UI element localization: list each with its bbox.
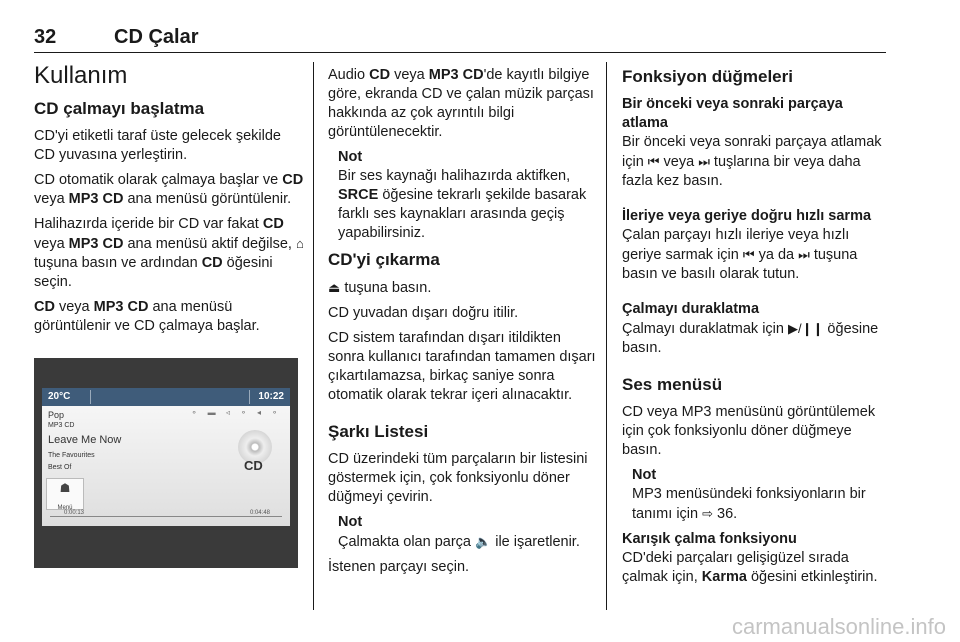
note-playing — [338, 513, 596, 552]
paragraph-fast-forward: Çalan parçayı hızlı ileriye veya hızlı geriye sarmak için ⏮ ya da ⏭ tuşuna basın ve basılı olarak tutun. — [622, 227, 858, 282]
play-pause-icon: ▶/❙❙ — [788, 321, 824, 336]
paragraph-select-track: İstenen parçayı seçin. — [328, 559, 470, 575]
subheading-track-list: Şarkı Listesi — [328, 422, 429, 441]
subheading-function-buttons: Fonksiyon düğmeleri — [622, 67, 793, 86]
source-label: MP3 CD — [48, 422, 75, 429]
watermark-url: carmanualsonline.info — [731, 614, 946, 639]
subheading-fast-forward: İleriye veya geriye doğru hızlı sarma — [622, 208, 872, 224]
status-divider — [249, 390, 250, 404]
column-divider — [313, 62, 314, 610]
paragraph-info: Audio CD veya MP3 CD'de kayıtlı bilgiye göre, ekranda CD ve çalan müzik parçası hakkında az çok ayrıntılı bilgi görüntülenecektir. — [328, 67, 594, 140]
progress-bar — [50, 516, 282, 517]
paragraph-eject-retract: CD sistem tarafından dışarı itildikten sonra kullanıcı tarafından tamamen dışarı çıkartılamazsa, birkaç saniye sonra otomatik olarak tekrar içeri alınacaktır. — [328, 330, 596, 403]
page-number: 32 — [34, 26, 57, 48]
paragraph-track-list: CD üzerindeki tüm parçaların bir listesini göstermek için, çok fonksiyonlu döner düğmeyi çevirin. — [328, 451, 588, 505]
home-icon: ⌂ — [295, 236, 304, 251]
track-title: Leave Me Now — [48, 434, 122, 446]
status-bar — [42, 388, 290, 406]
clock: 10:22 — [258, 391, 284, 402]
note-text: MP3 menüsündeki fonksiyonların bir tanımı için ⇨ 36. — [632, 486, 866, 522]
cd-screen-photo — [34, 358, 298, 568]
column-3 — [622, 66, 888, 593]
note-label: Not — [632, 467, 657, 483]
paragraph-skip: Bir önceki veya sonraki parçaya atlamak için ⏮ veya ⏭ tuşlarına bir veya daha fazla kez basın. — [622, 134, 882, 189]
section-heading: Kullanım — [34, 62, 128, 89]
eject-icon: ⏏ — [328, 280, 341, 295]
next-track-icon: ⏭ — [698, 154, 710, 169]
cd-label: CD — [244, 458, 263, 473]
paragraph-already-inserted: Halihazırda içeride bir CD var fakat CD veya MP3 CD ana menüsü aktif değilse, ⌂ tuşuna basın ve ardından CD öğesini seçin. — [34, 216, 304, 290]
page-reference-icon: ⇨ — [702, 506, 714, 521]
note-mp3 — [632, 466, 888, 524]
total-time: 0:04:48 — [249, 510, 270, 516]
column-divider — [606, 62, 607, 610]
album: Best Of — [48, 464, 72, 471]
paragraph-pause: Çalmayı duraklatmak için ▶/❙❙ öğesine basın. — [622, 321, 879, 356]
paragraph-eject-out: CD yuvadan dışarı doğru itilir. — [328, 305, 519, 321]
paragraph-shuffle: CD'deki parçaları gelişigüzel sırada çalmak için, Karma öğesini etkinleştirin. — [622, 550, 878, 585]
menu-label: Menü — [57, 505, 73, 511]
previous-track-icon: ⏮ — [647, 154, 660, 169]
subheading-sound-menu: Ses menüsü — [622, 375, 723, 394]
genre: Pop — [48, 410, 65, 420]
display-area — [42, 406, 290, 526]
column-2 — [328, 66, 596, 583]
column-1 — [34, 62, 304, 342]
temperature: 20°C — [48, 391, 71, 402]
menu-icon: ☗ — [59, 481, 71, 495]
elapsed-time: 0:00:13 — [64, 510, 85, 516]
subheading-eject: CD'yi çıkarma — [328, 250, 440, 269]
status-icons: ⚬ ▬ ◃ ⚬ ◂ ⚬ — [190, 408, 282, 417]
page-header — [34, 26, 886, 53]
subheading-shuffle: Karışık çalma fonksiyonu — [622, 531, 797, 547]
note-label: Not — [338, 149, 363, 165]
note-text: Bir ses kaynağı halihazırda aktifken, SRCE öğesine tekrarlı şekilde basarak farklı ses kaynakları arasında geçiş yapabilirsiniz. — [338, 168, 587, 241]
page-title: CD Çalar — [114, 26, 199, 48]
previous-track-icon: ⏮ — [742, 247, 755, 262]
note-text: Çalmakta olan parça 🔈 ile işaretlenir. — [338, 534, 580, 550]
paragraph-main-menu: CD veya MP3 CD ana menüsü görüntülenir ve CD çalmaya başlar. — [34, 299, 260, 334]
subheading-skip: Bir önceki veya sonraki parçaya atlama — [622, 96, 843, 131]
menu-button — [46, 478, 84, 510]
next-track-icon: ⏭ — [798, 247, 810, 262]
subheading-pause: Çalmayı duraklatma — [622, 301, 760, 317]
note-source — [338, 148, 596, 243]
subheading-start-cd: CD çalmayı başlatma — [34, 99, 205, 118]
paragraph-autoplay: CD otomatik olarak çalmaya başlar ve CD veya MP3 CD ana menüsü görüntülenir. — [34, 172, 304, 207]
paragraph-insert-cd: CD'yi etiketli taraf üste gelecek şekilde CD yuvasına yerleştirin. — [34, 128, 281, 163]
status-divider — [90, 390, 91, 404]
note-label: Not — [338, 514, 363, 530]
paragraph-sound-menu: CD veya MP3 menüsünü görüntülemek için çok fonksiyonlu döner düğmeye basın. — [622, 404, 876, 458]
artist: The Favourites — [48, 452, 95, 459]
paragraph-eject-press: ⏏ tuşuna basın. — [328, 280, 432, 296]
speaker-icon: 🔈 — [475, 534, 492, 549]
